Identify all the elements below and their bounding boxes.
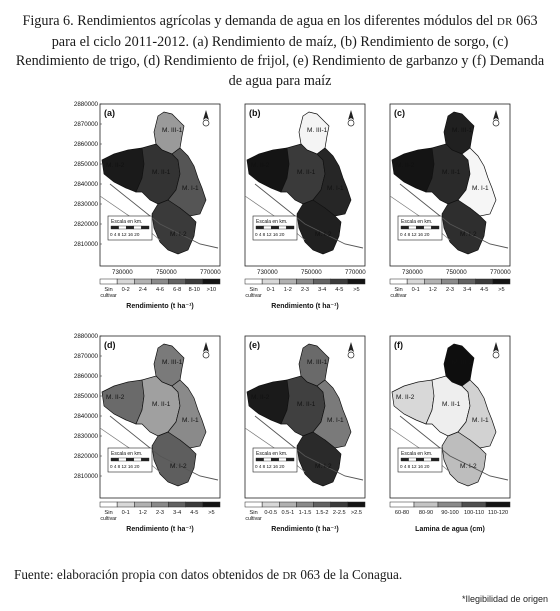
scale-segment (256, 226, 264, 229)
module-label: M. II-1 (442, 401, 461, 408)
y-tick-label: 2870000 (73, 121, 98, 128)
module-label: M. III-1 (307, 359, 328, 366)
module-label: M. I-1 (182, 417, 199, 424)
legend-swatch (151, 502, 168, 507)
legend (390, 279, 510, 299)
module-label: M. III-1 (452, 359, 473, 366)
legend-swatch (348, 502, 365, 507)
legend-swatch (493, 279, 510, 284)
legend-label: >2.5 (350, 510, 362, 516)
legend-label: 2-3 (445, 287, 455, 293)
legend-label: 4-5 (190, 510, 199, 516)
x-tick-label: 750000 (446, 269, 467, 276)
caption-rest: 063 para el ciclo 2011-2012. (a) Rendimiento de maíz, (b) Rendimiento de sorgo, (c) Rendimiento de trigo, (d) Rendimiento de frijol, (e) Rendimiento de garbanzo y (f) Demanda de agua para maíz (15, 13, 545, 89)
legend-label: 80-90 (418, 510, 434, 516)
scale-segment (271, 458, 279, 461)
y-tick-label: 2850000 (73, 393, 98, 400)
legend-label: 0.5-1 (281, 510, 295, 516)
legend-label: 2-3 (300, 287, 310, 293)
map-panel-a (74, 101, 221, 310)
legend-label: Sin (249, 287, 258, 293)
legend-label: 4-5 (335, 287, 344, 293)
module-label: M. II-1 (442, 169, 461, 176)
y-tick-label: 2830000 (73, 201, 98, 208)
scale-numbers: 0 4 8 12 16 20 (110, 232, 140, 237)
panel-label: (a) (104, 108, 115, 118)
y-tick-label: 2870000 (73, 353, 98, 360)
legend-label: 6-8 (173, 287, 182, 293)
legend-label-2: cultivar (100, 516, 117, 522)
legend-label: >5 (498, 287, 505, 293)
scale-segment (409, 226, 417, 229)
map-panel-d (74, 333, 220, 533)
scale-bar (108, 216, 152, 240)
module-label: M. I-1 (182, 185, 199, 192)
legend-swatch (134, 279, 151, 284)
legend-label: 4-6 (155, 287, 165, 293)
legend-swatch (134, 502, 151, 507)
module-label: M. II-2 (106, 162, 125, 169)
y-tick-label: 2810000 (73, 241, 98, 248)
legend-label: 1-2 (283, 287, 292, 293)
module-label: M. III-1 (162, 359, 183, 366)
scale-numbers: 0 4 8 12 16 20 (255, 464, 285, 469)
scale-label: Escala en km. (111, 451, 143, 457)
scale-segment (134, 458, 142, 461)
legend-label: >5 (208, 510, 215, 516)
legend-swatch (262, 279, 279, 284)
scale-segment (271, 226, 279, 229)
legend-swatch (203, 502, 220, 507)
legend-label: 2-3 (155, 510, 165, 516)
legend-axis-title: Rendimiento (t ha⁻¹) (271, 526, 339, 533)
legend-label-2: cultivar (245, 293, 262, 299)
legend-swatch (279, 279, 296, 284)
legibility-note: *Ilegibilidad de origen (461, 594, 548, 604)
scale-segment (431, 226, 439, 229)
legend-label-2: cultivar (390, 293, 407, 299)
scale-segment (126, 458, 134, 461)
module-label: M. I-2 (315, 463, 332, 470)
legend-label: 3-4 (463, 287, 472, 293)
legend-swatch (331, 279, 348, 284)
module-label: M. I-2 (170, 231, 187, 238)
y-tick-label: 2880000 (73, 101, 98, 108)
module-label: M. II-2 (396, 394, 415, 401)
source-rest: 063 de la Conagua. (297, 567, 403, 582)
legend-swatch (486, 502, 510, 507)
legend-label: 90-100 (441, 510, 459, 516)
legend-label: 60-80 (394, 510, 410, 516)
module-label: M. I-1 (472, 185, 489, 192)
module-label: M. III-1 (162, 127, 183, 134)
legend-label: Sin (249, 510, 258, 516)
y-tick-label: 2860000 (73, 141, 98, 148)
scale-numbers: 0 4 8 12 16 20 (255, 232, 285, 237)
scale-segment (111, 458, 119, 461)
scale-bar (253, 216, 297, 240)
legend-swatch (407, 279, 424, 284)
panel-label: (e) (249, 340, 260, 350)
legend-swatch (296, 502, 313, 507)
y-tick-label: 2820000 (73, 221, 98, 228)
legend-swatch (459, 279, 476, 284)
module-label: M. I-2 (315, 231, 332, 238)
legend-swatch (245, 502, 262, 507)
legend-label: 1.5-2 (315, 510, 329, 516)
module-label: M. II-1 (152, 401, 171, 408)
scale-segment (416, 226, 424, 229)
scale-segment (401, 458, 409, 461)
map-panel-b (245, 104, 366, 310)
legend-label: 0-1 (266, 287, 275, 293)
scale-segment (286, 458, 294, 461)
module-label: M. I-1 (327, 185, 344, 192)
legend-axis-title: Rendimiento (t ha⁻¹) (126, 303, 194, 310)
legend-label: Sin (104, 510, 113, 516)
scale-segment (401, 226, 409, 229)
x-tick-label: 770000 (345, 269, 366, 276)
x-tick-label: 730000 (402, 269, 423, 276)
scale-label: Escala en km. (401, 451, 433, 457)
scale-segment (279, 458, 287, 461)
legend-swatch (414, 502, 438, 507)
legend-swatch (331, 502, 348, 507)
panel-label: (b) (249, 108, 261, 118)
module-label: M. II-1 (152, 169, 171, 176)
scale-segment (141, 226, 149, 229)
legend (390, 502, 510, 533)
scale-segment (256, 458, 264, 461)
legend-label: >10 (206, 287, 217, 293)
legend-label: 1-2 (428, 287, 437, 293)
scale-label: Escala en km. (256, 219, 288, 225)
module-label: M. II-1 (297, 401, 316, 408)
legend-label: 3-4 (318, 287, 327, 293)
legend-swatch (424, 279, 441, 284)
y-tick-label: 2840000 (73, 413, 98, 420)
legend-swatch (314, 502, 331, 507)
legend-label: 0-1 (411, 287, 420, 293)
figure-source (14, 567, 546, 583)
legend-swatch (203, 279, 220, 284)
legend-label: Sin (104, 287, 113, 293)
scale-bar (108, 448, 152, 472)
y-tick-label: 2810000 (73, 473, 98, 480)
module-label: M. II-2 (251, 162, 270, 169)
legend (100, 502, 220, 533)
legend-label: 0-2 (121, 287, 130, 293)
legend-swatch (169, 502, 186, 507)
scale-segment (264, 458, 272, 461)
legend-label: 0-0.5 (264, 510, 278, 516)
map-panel-e (245, 336, 365, 533)
module-label: M. II-2 (106, 394, 125, 401)
scale-bar (398, 216, 442, 240)
legend-swatch (279, 502, 296, 507)
legend-swatch (462, 502, 486, 507)
module-label: M. II-2 (251, 394, 270, 401)
legend-label: 2-2.5 (332, 510, 346, 516)
legend-swatch (390, 502, 414, 507)
legend-label-2: cultivar (245, 516, 262, 522)
legend-label: 1-1.5 (298, 510, 312, 516)
scale-segment (126, 226, 134, 229)
legend-swatch (117, 279, 134, 284)
legend-axis-title: Rendimiento (t ha⁻¹) (126, 526, 194, 533)
caption-dr: DR (496, 16, 513, 28)
legend (245, 502, 365, 533)
map-panel-f (390, 336, 510, 533)
legend-label: Sin (394, 287, 403, 293)
legend-label: 2-4 (138, 287, 147, 293)
scale-segment (431, 458, 439, 461)
figure-maps (40, 96, 520, 560)
x-tick-label: 770000 (200, 269, 221, 276)
scale-segment (279, 226, 287, 229)
legend-label: 3-4 (173, 510, 182, 516)
scale-segment (264, 226, 272, 229)
legend-label: 1-2 (138, 510, 147, 516)
legend-swatch (296, 279, 313, 284)
legend-label: 110-120 (487, 510, 509, 516)
legend-swatch (348, 279, 365, 284)
scale-bar (398, 448, 442, 472)
x-tick-label: 730000 (257, 269, 278, 276)
panel-label: (c) (394, 108, 405, 118)
legend (245, 279, 365, 310)
scale-segment (409, 458, 417, 461)
legend-swatch (186, 279, 203, 284)
y-tick-label: 2860000 (73, 373, 98, 380)
legend-swatch (117, 502, 134, 507)
legend-label: >5 (353, 287, 360, 293)
x-tick-label: 750000 (301, 269, 322, 276)
legend-swatch (100, 502, 117, 507)
map-panel-c (390, 104, 511, 299)
legend-label: 100-110 (463, 510, 485, 516)
scale-label: Escala en km. (256, 451, 288, 457)
x-tick-label: 730000 (112, 269, 133, 276)
y-tick-label: 2840000 (73, 181, 98, 188)
legend-swatch (169, 279, 186, 284)
legend-swatch (476, 279, 493, 284)
scale-numbers: 0 4 8 12 16 20 (400, 464, 430, 469)
scale-numbers: 0 4 8 12 16 20 (110, 464, 140, 469)
module-label: M. I-2 (460, 231, 477, 238)
scale-segment (141, 458, 149, 461)
panel-label: (d) (104, 340, 116, 350)
scale-segment (111, 226, 119, 229)
legend-label: 0-1 (121, 510, 130, 516)
module-label: M. I-2 (460, 463, 477, 470)
module-label: M. II-2 (396, 162, 415, 169)
legend (100, 279, 220, 310)
scale-bar (253, 448, 297, 472)
legend-swatch (441, 279, 458, 284)
legend-swatch (314, 279, 331, 284)
module-label: M. I-2 (170, 463, 187, 470)
source-prefix: Fuente: elaboración propia con datos obtenidos de (14, 567, 283, 582)
module-label: M. II-1 (297, 169, 316, 176)
y-tick-label: 2880000 (73, 333, 98, 340)
legend-swatch (390, 279, 407, 284)
panel-label: (f) (394, 340, 403, 350)
legend-swatch (438, 502, 462, 507)
legend-swatch (151, 279, 168, 284)
legend-axis-title: Lamina de agua (cm) (415, 526, 485, 533)
scale-segment (119, 226, 127, 229)
scale-segment (424, 226, 432, 229)
y-tick-label: 2820000 (73, 453, 98, 460)
legend-label: 4-5 (480, 287, 489, 293)
module-label: M. III-1 (307, 127, 328, 134)
y-tick-label: 2850000 (73, 161, 98, 168)
figure-caption (14, 12, 546, 91)
y-tick-label: 2830000 (73, 433, 98, 440)
scale-segment (286, 226, 294, 229)
legend-label-2: cultivar (100, 293, 117, 299)
module-label: M. I-1 (327, 417, 344, 424)
scale-segment (416, 458, 424, 461)
scale-segment (134, 226, 142, 229)
legend-swatch (186, 502, 203, 507)
scale-label: Escala en km. (111, 219, 143, 225)
module-label: M. III-1 (452, 127, 473, 134)
x-tick-label: 770000 (490, 269, 511, 276)
x-tick-label: 750000 (156, 269, 177, 276)
scale-label: Escala en km. (401, 219, 433, 225)
legend-swatch (262, 502, 279, 507)
module-label: M. I-1 (472, 417, 489, 424)
legend-swatch (245, 279, 262, 284)
source-dr: DR (282, 571, 298, 582)
scale-numbers: 0 4 8 12 16 20 (400, 232, 430, 237)
caption-prefix: Figura 6. Rendimientos agrícolas y demanda de agua en los diferentes módulos del (22, 13, 497, 29)
scale-segment (119, 458, 127, 461)
legend-swatch (100, 279, 117, 284)
maps-svg (40, 96, 520, 560)
legend-label: 8-10 (188, 287, 200, 293)
legend-axis-title: Rendimiento (t ha⁻¹) (271, 303, 339, 310)
scale-segment (424, 458, 432, 461)
